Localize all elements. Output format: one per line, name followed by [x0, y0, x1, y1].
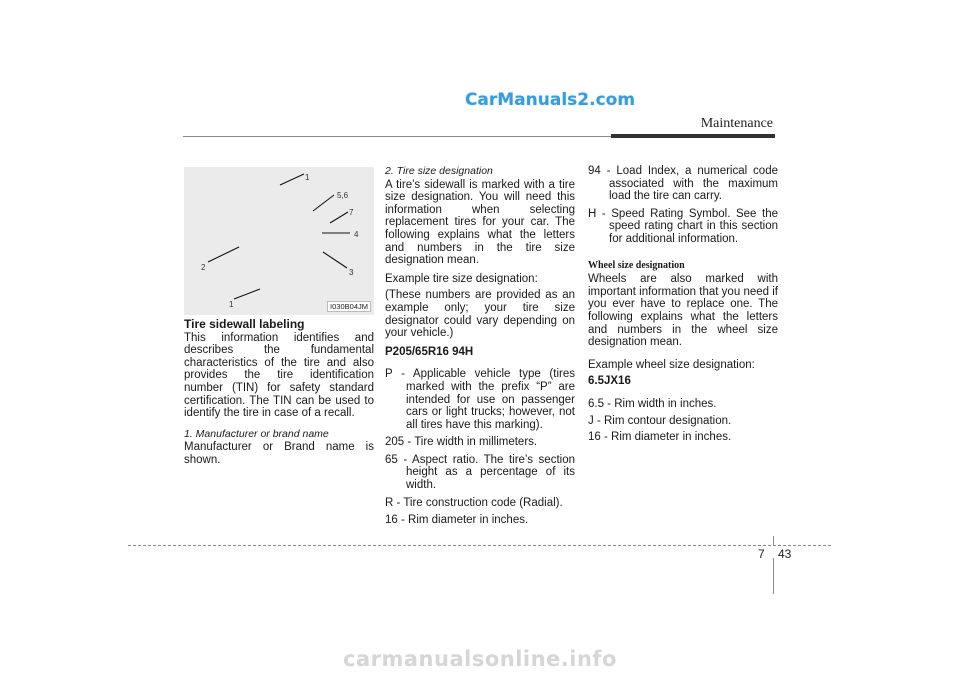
- callout-line-1-bottom: [234, 289, 260, 299]
- footer-rule: [128, 545, 831, 546]
- column-2: [385, 165, 575, 532]
- callout-line-3: [323, 252, 347, 268]
- tire-labeling-intro: This information identifies and describes the fundamental characteristics of the tire and also provides the tire identification number (TIN) for safety standard certification. The TIN can be used to identify the tire in case of a recall.: [184, 331, 374, 420]
- tire-example-label: Example tire size designation:: [385, 272, 538, 285]
- figure-code: I030B04JM: [327, 301, 371, 312]
- footer-divider: [773, 558, 774, 594]
- wheel-size-intro: Wheels are also marked with important information that you need if you ever have to replace one. The following explains what the letters and numbers in the wheel size designation mean.: [588, 273, 778, 349]
- tire-example-code: P205/65R16 94H: [385, 345, 474, 358]
- callout-line-1-top: [280, 174, 304, 185]
- page-number: 43: [778, 547, 792, 561]
- callout-label-1-top: 1: [305, 173, 310, 182]
- tire-code-item: R - Tire construction code (Radial).: [385, 496, 563, 509]
- section-title: Maintenance: [700, 116, 773, 131]
- manufacturer-body: Manufacturer or Brand name is shown.: [184, 441, 374, 466]
- callout-label-56: 5,6: [337, 191, 349, 200]
- callout-label-7: 7: [349, 208, 354, 217]
- tire-code-item: 205 - Tire width in millimeters.: [385, 436, 538, 449]
- callout-line-2: [208, 247, 239, 262]
- carmanuals2-watermark[interactable]: CarManuals2.com: [464, 90, 636, 110]
- carmanualsonline-watermark[interactable]: carmanualsonline.info: [343, 647, 617, 671]
- wheel-code-item: 6.5 - Rim width in inches.: [588, 397, 717, 410]
- callout-label-2: 2: [201, 263, 206, 272]
- wheel-size-heading: Wheel size designation: [588, 259, 685, 271]
- chapter-number: 7: [758, 547, 765, 561]
- manufacturer-subhead: 1. Manufacturer or brand name: [184, 427, 329, 440]
- tire-code-item: 94 - Load Index, a numerical code associated with the maximum load the tire can carry.: [588, 165, 778, 203]
- tire-sidewall-figure: [184, 167, 374, 315]
- tire-code-item: P - Applicable vehicle type (tires marked with the prefix “P” are intended for use on passenger cars or light trucks; however, not all tires have this marking).: [385, 368, 575, 431]
- tire-code-item: H - Speed Rating Symbol. See the speed rating chart in this section for additional information.: [588, 207, 778, 245]
- wheel-example-label: Example wheel size designation:: [588, 358, 755, 371]
- header-rule-accent: [611, 134, 775, 138]
- tire-code-item: 16 - Rim diameter in inches.: [385, 514, 529, 527]
- tire-callout-diagram: [184, 167, 374, 315]
- wheel-code-item: J - Rim contour designation.: [588, 414, 732, 427]
- callout-line-56: [313, 195, 334, 211]
- callout-line-7: [330, 212, 348, 223]
- wheel-code-item: 16 - Rim diameter in inches.: [588, 431, 732, 444]
- tire-size-intro: A tire’s sidewall is marked with a tire size designation. You will need this information when selecting replacement tires for your car. The following explains what the letters and numbers in the tire size designation mean.: [385, 178, 575, 267]
- callout-label-1-bottom: 1: [229, 300, 234, 309]
- column-3: [588, 165, 778, 448]
- column-1: [184, 318, 374, 473]
- tire-size-subhead: 2. Tire size designation: [385, 165, 493, 177]
- header-rule: [183, 136, 611, 137]
- tire-labeling-heading: Tire sidewall labeling: [184, 317, 305, 331]
- tire-code-item: 65 - Aspect ratio. The tire’s section height as a percentage of its width.: [385, 453, 575, 492]
- wheel-example-code: 6.5JX16: [588, 375, 631, 388]
- tire-example-note: (These numbers are provided as an example only; your tire size designator could vary depending on your vehicle.): [385, 289, 575, 340]
- callout-label-3: 3: [349, 268, 354, 277]
- callout-label-4: 4: [354, 230, 359, 239]
